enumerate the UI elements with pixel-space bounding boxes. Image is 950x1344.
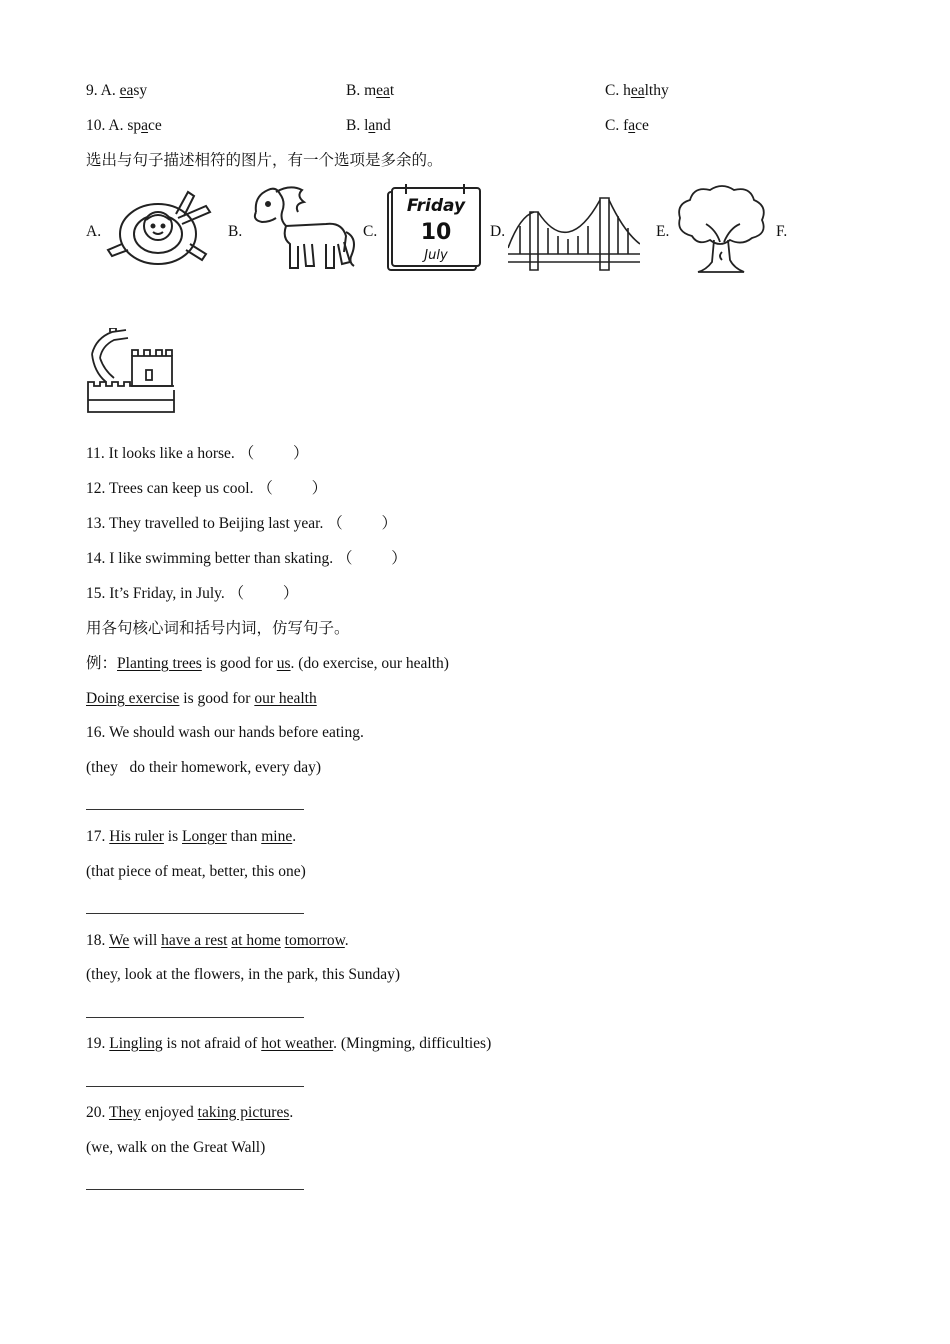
calendar-date: 10	[420, 220, 452, 245]
answer-paren[interactable]: （ ）	[238, 445, 309, 462]
q19-answer-line[interactable]	[86, 1086, 304, 1087]
q9-option-a: 9. A. easy	[86, 82, 148, 99]
q18-answer-line[interactable]	[86, 1017, 304, 1018]
option-label-c: C.	[363, 223, 378, 240]
option-label-b: B.	[228, 223, 243, 240]
option-label-d: D.	[490, 223, 506, 240]
question-14: 14. I like swimming better than skating. （ ）	[86, 550, 407, 567]
option-label-a: A.	[86, 223, 102, 240]
great-wall-picture	[86, 328, 178, 416]
q18-sentence: 18. We will have a rest at home tomorrow.	[86, 932, 349, 949]
answer-paren[interactable]: （ ）	[228, 585, 299, 602]
example-sentence: 例：Planting trees is good for us. (do exercise, our health)	[86, 655, 449, 672]
horse-picture	[246, 182, 358, 276]
calendar-day: Friday	[406, 196, 466, 216]
q10-option-b: B. land	[346, 117, 391, 134]
section2-instruction: 选出与句子描述相符的图片，有一个选项是多余的。	[86, 152, 443, 169]
q17-answer-line[interactable]	[86, 913, 304, 914]
answer-paren[interactable]: （ ）	[257, 480, 328, 497]
q17-sentence: 17. His ruler is Longer than mine.	[86, 828, 297, 845]
q16-answer-line[interactable]	[86, 809, 304, 810]
q17-hint: (that piece of meat, better, this one)	[86, 863, 306, 880]
q20-answer-line[interactable]	[86, 1189, 304, 1190]
option-label-f: F.	[776, 223, 788, 240]
section3-instruction: 用各句核心词和括号内词，仿写句子。	[86, 620, 350, 637]
q20-sentence: 20. They enjoyed taking pictures.	[86, 1104, 294, 1121]
example-answer: Doing exercise is good for our health	[86, 690, 317, 707]
swimming-child-picture	[106, 184, 216, 274]
q10-option-c: C. face	[605, 117, 649, 134]
q10-option-a: 10. A. space	[86, 117, 162, 134]
question-13: 13. They travelled to Beijing last year. （ ）	[86, 515, 397, 532]
calendar-month: July	[424, 248, 448, 263]
q19-sentence: 19. Lingling is not afraid of hot weather. (Mingming, difficulties)	[86, 1035, 492, 1052]
question-12: 12. Trees can keep us cool. （ ）	[86, 480, 328, 497]
tree-picture	[672, 182, 770, 276]
q20-hint: (we, walk on the Great Wall)	[86, 1139, 266, 1156]
question-15: 15. It’s Friday, in July. （ ）	[86, 585, 299, 602]
answer-paren[interactable]: （ ）	[336, 550, 407, 567]
bridge-picture	[508, 192, 640, 272]
q18-hint: (they, look at the flowers, in the park, this Sunday)	[86, 966, 401, 983]
answer-paren[interactable]: （ ）	[327, 515, 397, 532]
q9-option-c: C. healthy	[605, 82, 669, 99]
q16-sentence: 16. We should wash our hands before eating.	[86, 724, 364, 741]
question-11: 11. It looks like a horse. （ ）	[86, 445, 309, 462]
option-label-e: E.	[656, 223, 670, 240]
q16-hint: (they do their homework, every day)	[86, 759, 322, 776]
q9-option-b: B. meat	[346, 82, 395, 99]
